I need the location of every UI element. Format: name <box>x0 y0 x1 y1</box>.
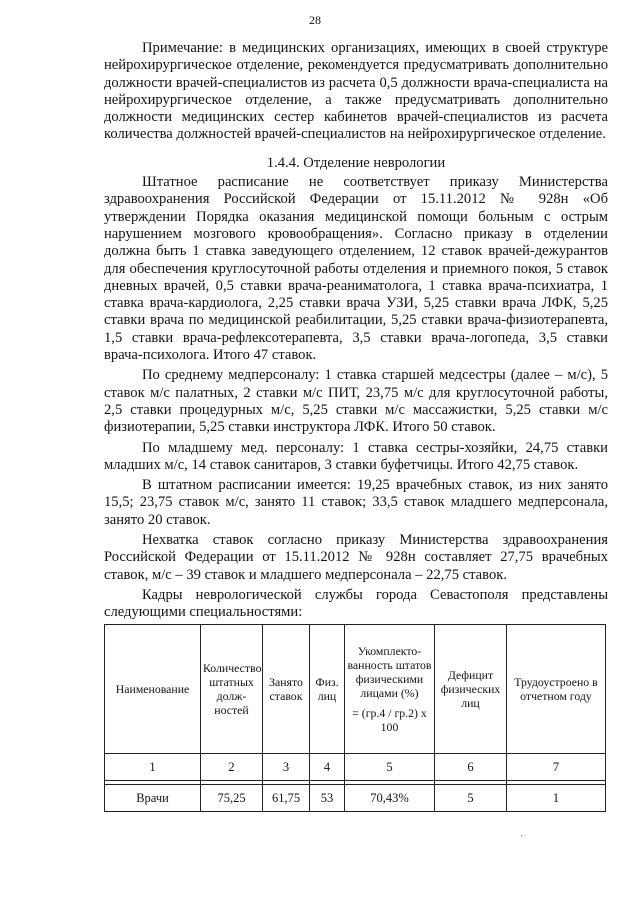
cell-name: Врачи <box>105 784 201 811</box>
section-heading: 1.4.4. Отделение неврологии <box>266 154 446 171</box>
column-number: 1 <box>105 753 201 780</box>
header-name: Наименование <box>105 624 201 753</box>
column-number: 5 <box>345 753 435 780</box>
cell-deficit: 5 <box>435 784 507 811</box>
header-deficit: Дефицит физических лиц <box>435 624 507 753</box>
header-employed: Трудоустроено в отчетном году <box>507 624 606 753</box>
note-paragraph: Примечание: в медицинских организациях, имеющих в своей структуре нейрохирургическое отделение, рекомендуется предусматривать дополнительно должности врачей-специалистов из расчета 0,5 должности врача-специалиста на нейрохирургическое отделение, а также предусматривать дополнительно должности медицинских сестер кабинетов врачей-специалистов из расчета количества должностей врачей-специалистов на нейрохирургическое отделение. <box>104 40 608 143</box>
staffing-table <box>104 624 606 812</box>
table-intro-paragraph: Кадры неврологической службы города Севастополя представлены следующими специальностями: <box>104 586 608 621</box>
column-number: 4 <box>310 753 345 780</box>
header-staffing-formula: = (гр.4 / гр.2) x 100 <box>352 705 427 734</box>
column-number: 2 <box>201 753 263 780</box>
cell-occupied: 61,75 <box>263 784 310 811</box>
table-header-row <box>105 624 606 753</box>
document-body <box>104 40 608 812</box>
cell-staffing: 70,43% <box>345 784 435 811</box>
header-count: Количество штатных долж-ностей <box>201 624 263 753</box>
cell-employed: 1 <box>507 784 606 811</box>
column-number-row <box>105 753 606 780</box>
staffing-requirements-paragraph: Штатное расписание не соответствует приказу Министерства здравоохранения Российской Федерации от 15.11.2012 № 928н «Об утверждении Порядка оказания медицинской помощи больным с острым нарушением мозгового кровообращения». Согласно приказу в отделении должна быть 1 ставка заведующего отделением, 12 ставок врачей-дежурантов для обеспечения круглосуточной работы отделения и приемного покоя, 5 ставок дневных врачей, 0,5 ставки врача-реаниматолога, 1 ставка врача-психиатра, 1 ставка врача-кардиолога, 2,25 ставки врача УЗИ, 5,25 ставки врача ЛФК, 5,25 ставки врача по медицинской реабилитации, 5,25 ставки врача-физиотерапевта, 1,5 ставки врача-рефлексотерапевта, 3,5 ставки врача-логопеда, 3,5 ставки врача-психолога. Итого 47 ставок. <box>104 174 608 364</box>
header-persons: Физ. лиц <box>310 624 345 753</box>
cell-persons: 53 <box>310 784 345 811</box>
header-occupied: Занято ставок <box>263 624 310 753</box>
shortage-paragraph: Нехватка ставок согласно приказу Министерства здравоохранения Российской Федерации от 15.11.2012 № 928н составляет 27,75 врачебных ставок, м/с – 39 ставок и младшего медперсонала – 22,75 ставок. <box>104 532 608 583</box>
nursing-staff-paragraph: По среднему медперсоналу: 1 ставка старшей медсестры (далее – м/с), 5 ставок м/с палатных, 2 ставки м/с ПИТ, 23,75 м/с для круглосуточной работы, 2,5 ставки процедурных м/с, 5,25 ставки м/с массажистки, 5,25 ставки м/с физиотерапии, 5,25 ставки инструктора ЛФК. Итого 50 ставок. <box>104 367 608 436</box>
page-number: 28 <box>309 13 321 27</box>
cell-count: 75,25 <box>201 784 263 811</box>
junior-staff-paragraph: По младшему мед. персоналу: 1 ставка сестры-хозяйки, 24,75 ставки младших м/с, 14 ставок санитаров, 3 ставки буфетчицы. Итого 42,75 ставок. <box>104 439 608 473</box>
header-staffing <box>345 624 435 753</box>
header-staffing-label: Укомплекто-ванность штатов физическими лицами (%) <box>347 643 432 700</box>
scan-artifact-mark: ˎ <box>520 826 524 837</box>
column-number: 7 <box>507 753 606 780</box>
table-row-doctors <box>105 784 606 811</box>
column-number: 3 <box>263 753 310 780</box>
current-staffing-paragraph: В штатном расписании имеется: 19,25 врачебных ставок, из них занято 15,5; 23,75 ставок м/с, занято 11 ставок; 33,5 ставок младшего медперсонала, занято 20 ставок. <box>104 477 608 528</box>
column-number: 6 <box>435 753 507 780</box>
